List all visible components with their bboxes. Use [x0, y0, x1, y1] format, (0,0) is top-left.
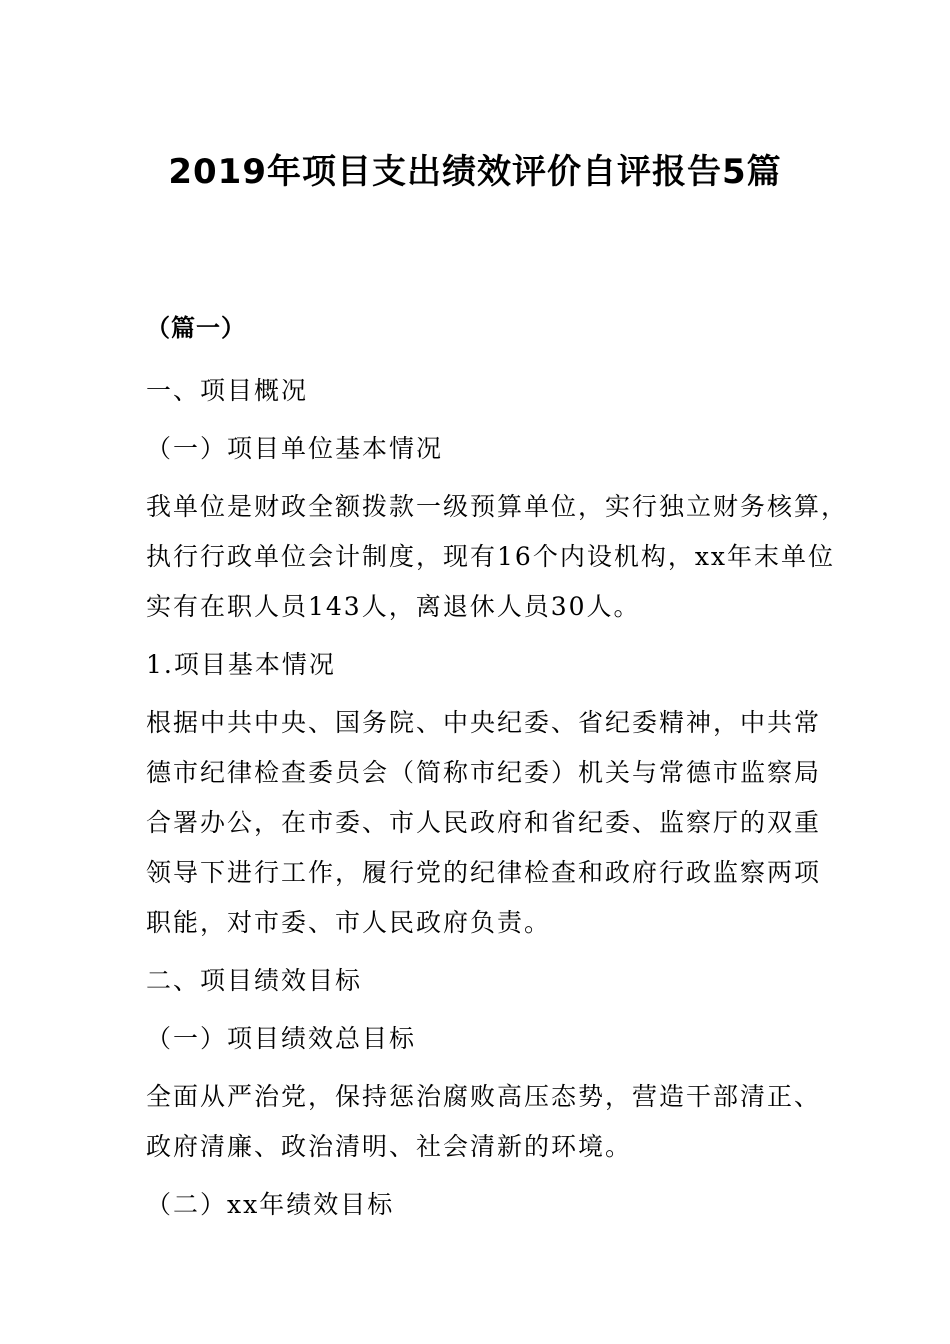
- paragraph-line: 1.项目基本情况: [146, 650, 336, 679]
- paragraph-project-description: [146, 698, 822, 948]
- section-label: （篇一）: [146, 314, 246, 342]
- heading-project-basic-info: [146, 640, 806, 690]
- paragraph-line: 我单位是财政全额拨款一级预算单位，实行独立财务核算，: [146, 492, 849, 521]
- paragraph-unit-description: [146, 482, 849, 632]
- heading-project-overview: [146, 366, 806, 416]
- paragraph-line: 实有在职人员143人，离退休人员30人。: [146, 592, 641, 621]
- paragraph-line: 执行行政单位会计制度，现有16个内设机构，xx年末单位: [146, 542, 836, 571]
- document-body: [146, 308, 849, 1238]
- paragraph-line: 职能，对市委、市人民政府负责。: [146, 908, 552, 937]
- heading-overall-goal: [146, 1014, 806, 1064]
- heading-unit-basic-info: [146, 424, 806, 474]
- paragraph-line: 领导下进行工作，履行党的纪律检查和政府行政监察两项: [146, 858, 822, 887]
- document-title: 2019年项目支出绩效评价自评报告5篇: [168, 152, 782, 192]
- heading-performance-goals: [146, 956, 806, 1006]
- paragraph-line: （二）xx年绩效目标: [146, 1190, 395, 1219]
- paragraph-line: 一、项目概况: [146, 376, 309, 405]
- heading-annual-goal: [146, 1180, 806, 1230]
- paragraph-line: （一）项目单位基本情况: [146, 434, 444, 463]
- paragraph-line: 政府清廉、政治清明、社会清新的环境。: [146, 1132, 633, 1161]
- paragraph-line: 根据中共中央、国务院、中央纪委、省纪委精神，中共常: [146, 708, 822, 737]
- paragraph-overall-goal: [146, 1072, 822, 1172]
- paragraph-line: 全面从严治党，保持惩治腐败高压态势，营造干部清正、: [146, 1082, 822, 1111]
- paragraph-line: 合署办公，在市委、市人民政府和省纪委、监察厅的双重: [146, 808, 822, 837]
- paragraph-line: （一）项目绩效总目标: [146, 1024, 417, 1053]
- paragraph-line: 德市纪律检查委员会（简称市纪委）机关与常德市监察局: [146, 758, 822, 787]
- paragraph-line: 二、项目绩效目标: [146, 966, 363, 995]
